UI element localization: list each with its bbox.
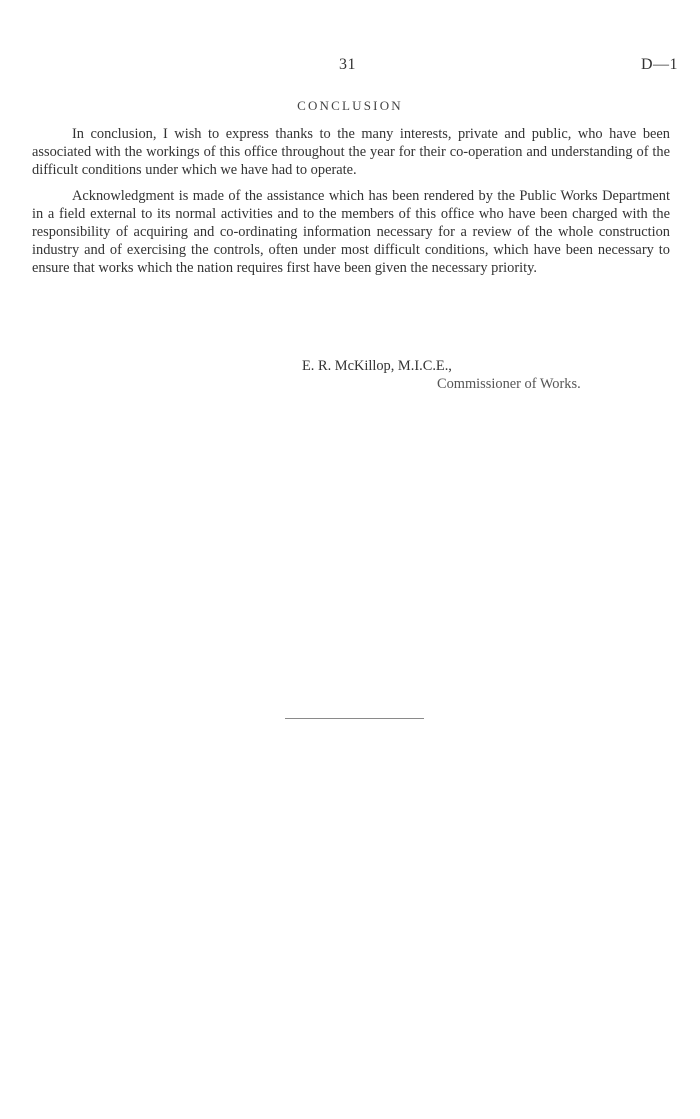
end-rule — [285, 718, 424, 719]
paragraph: In conclusion, I wish to express thanks to the many interests, private and public, who have been associated with the workings of this office throughout the year for their co-operation and understanding of the difficult conditions under which we have had to operate. — [32, 126, 670, 178]
paragraph: Acknowledgment is made of the assistance which has been rendered by the Public Works Department in a field external to its normal activities and to the members of this office who have been charged with the responsibility of acquiring and co-ordinating information necessary for a review of the whole construction industry and of exercising the controls, often under most difficult conditions, which have been necessary to ensure that works which the nation requires first have been given the necessary priority. — [32, 188, 670, 276]
section-heading: CONCLUSION — [297, 98, 403, 113]
page-reference: D—1 — [640, 56, 678, 73]
signature-name: E. R. McKillop, M.I.C.E., — [302, 358, 452, 374]
signature-title: Commissioner of Works. — [437, 376, 581, 392]
body-text — [32, 126, 670, 286]
page-number: 31 — [339, 56, 356, 73]
